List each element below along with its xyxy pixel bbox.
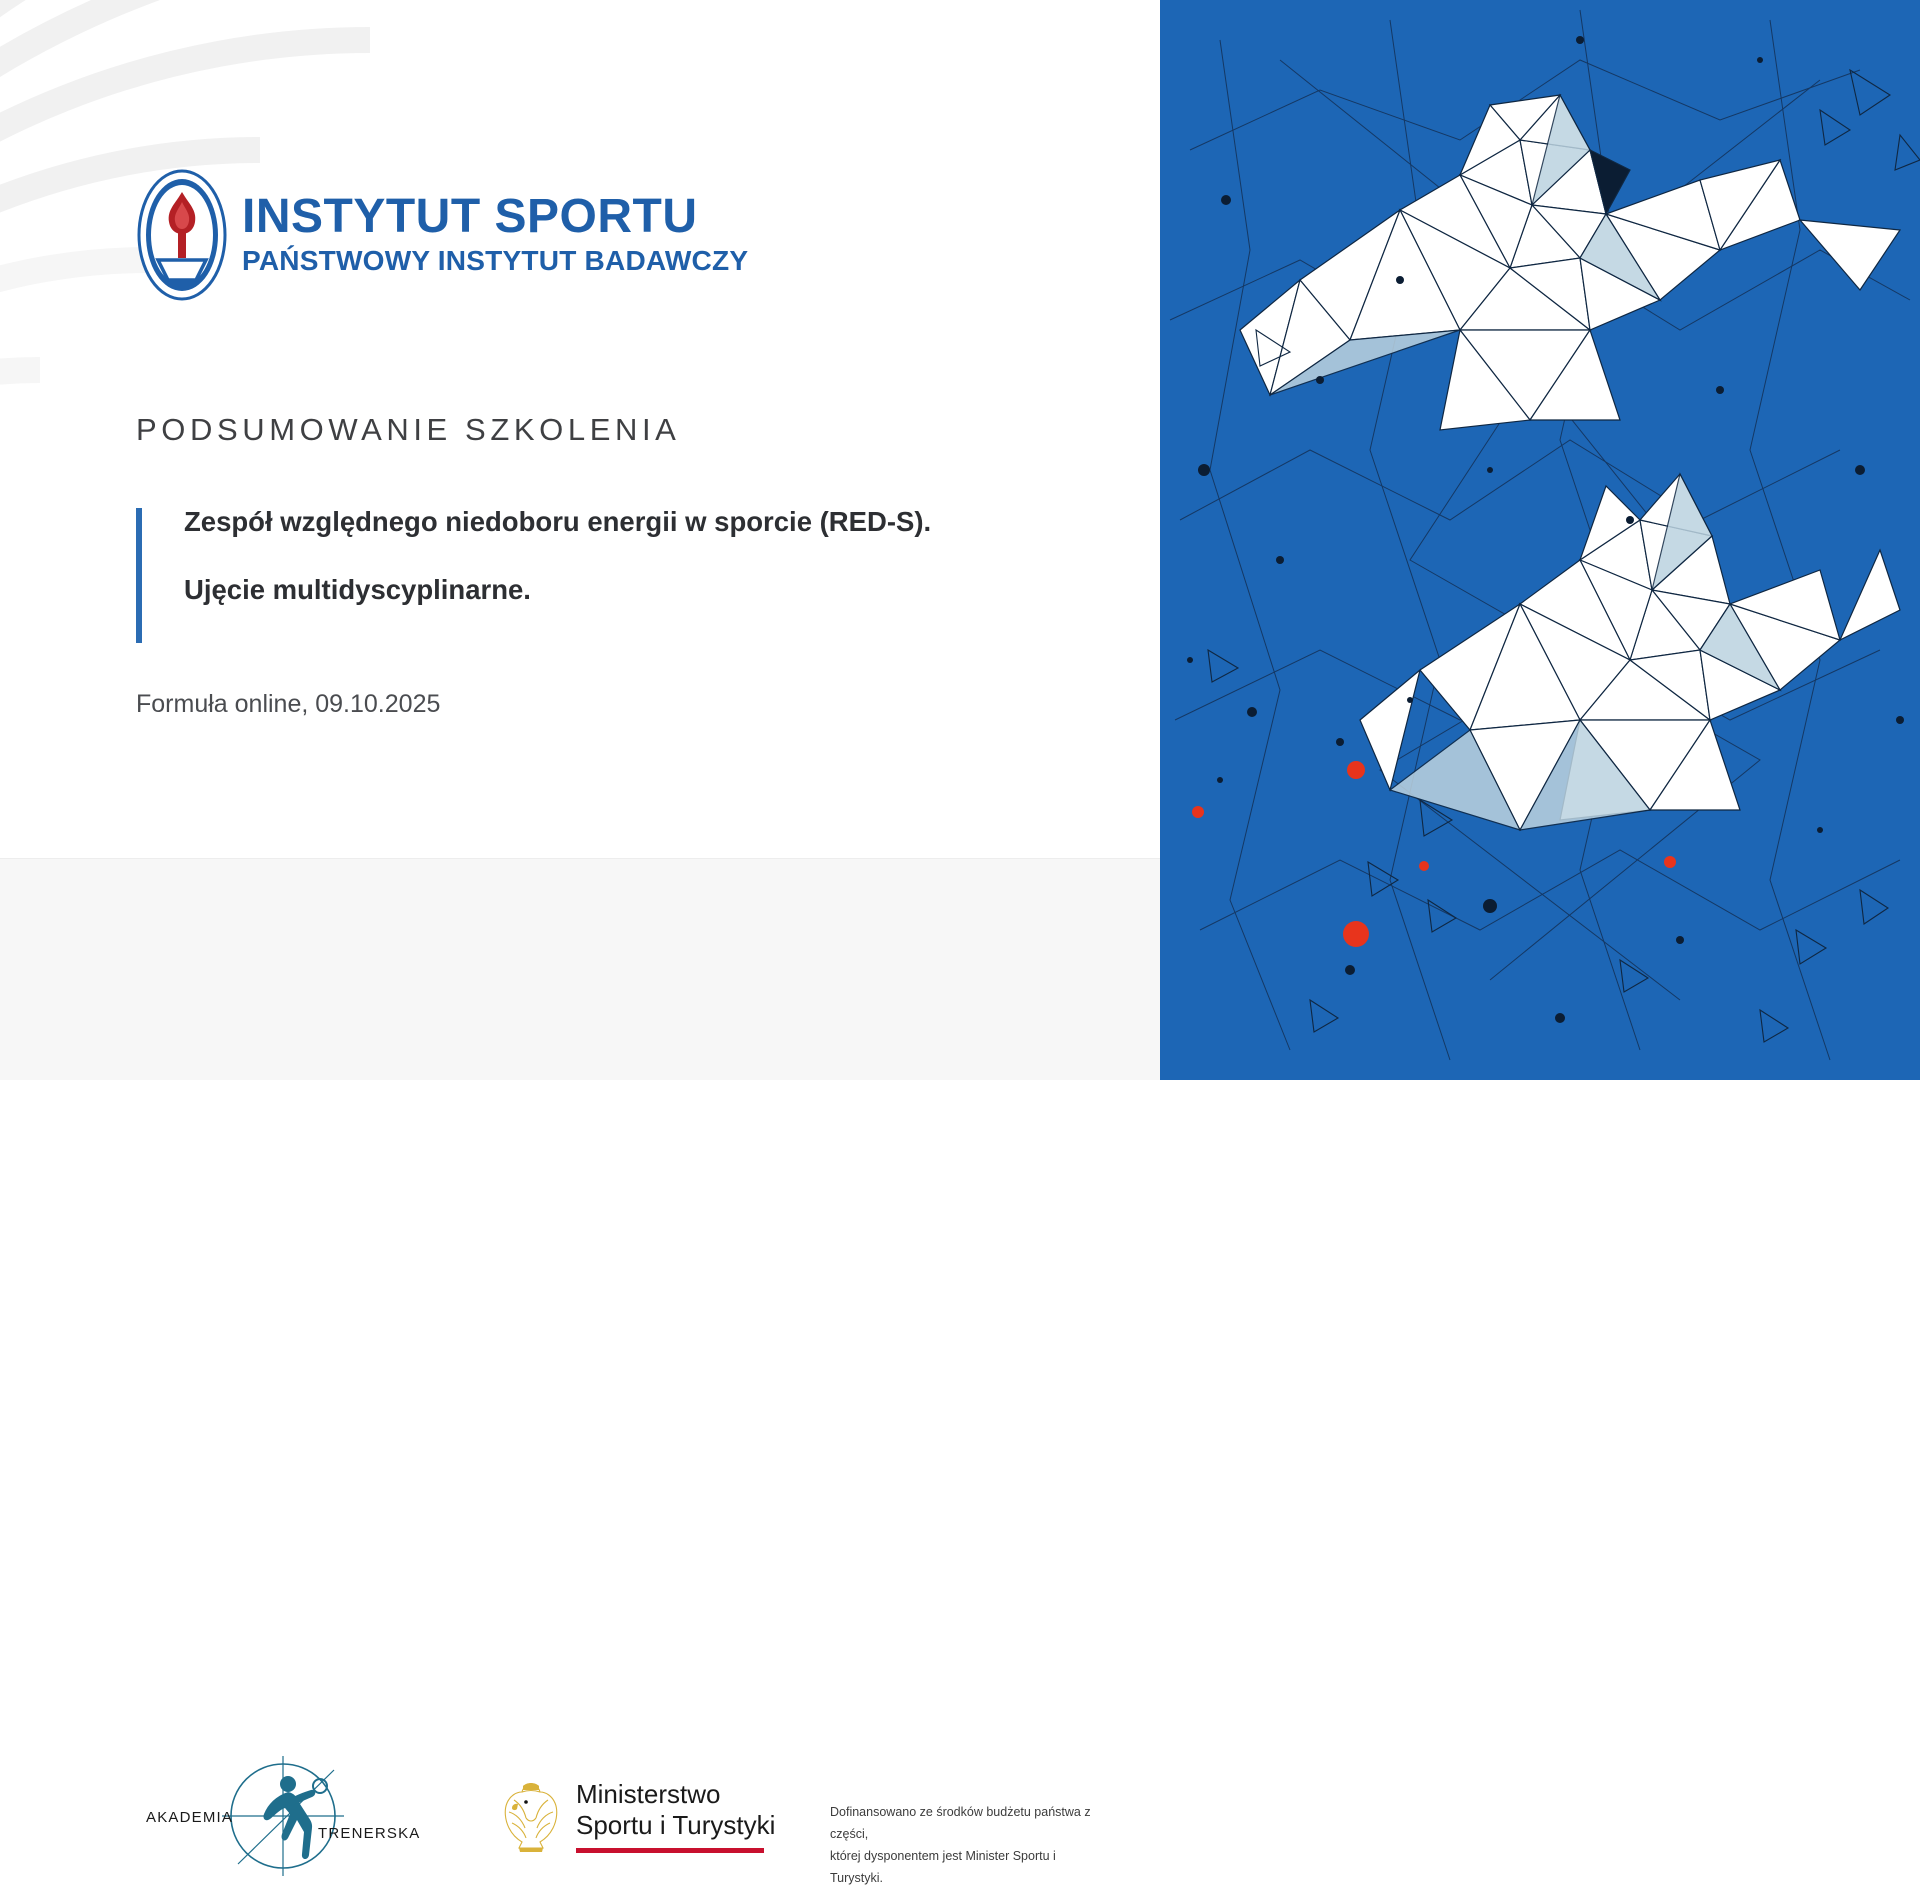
akademia-trenerska-logo-icon bbox=[138, 1756, 428, 1876]
polish-eagle-emblem-icon bbox=[498, 1776, 564, 1856]
logo-name-line1: INSTYTUT SPORTU bbox=[242, 190, 698, 244]
ministry-line-1: Ministerstwo bbox=[576, 1778, 721, 1809]
title-block bbox=[136, 508, 1096, 603]
funding-note-line-1: Dofinansowano ze środków budżetu państwa z części, bbox=[830, 1805, 1091, 1841]
logo-wordmark bbox=[242, 190, 749, 277]
instytut-sportu-torch-emblem-icon bbox=[136, 168, 228, 302]
ministry-logo bbox=[498, 1766, 775, 1866]
funding-note-line-2: której dysponentem jest Minister Sportu i Turystyki. bbox=[830, 1848, 1056, 1885]
akademia-label-right: TRENERSKA bbox=[318, 1825, 421, 1842]
section-eyebrow: PODSUMOWANIE SZKOLENIA bbox=[136, 412, 681, 447]
funding-note bbox=[830, 1802, 1110, 1890]
ministry-line-2: Sportu i Turystyki bbox=[576, 1809, 776, 1840]
ministry-red-rule bbox=[576, 1848, 764, 1853]
akademia-label-left: AKADEMIA bbox=[146, 1809, 234, 1826]
instytut-sportu-logo bbox=[136, 168, 749, 302]
polygonal-athletes-network-illustration-icon bbox=[1160, 0, 1920, 1080]
title-line-2: Ujęcie multidyscyplinarne. bbox=[184, 573, 531, 605]
decorative-graphic-panel bbox=[1160, 0, 1920, 1080]
ministry-wordmark bbox=[576, 1779, 775, 1853]
title-accent-bar bbox=[136, 508, 142, 643]
title-line-1: Zespół względnego niedoboru energii w sporcie (RED-S). bbox=[184, 506, 932, 537]
logo-name-line2: PAŃSTWOWY INSTYTUT BADAWCZY bbox=[242, 245, 749, 277]
footer-logos bbox=[0, 858, 1160, 1885]
event-details: Formuła online, 09.10.2025 bbox=[136, 690, 441, 718]
